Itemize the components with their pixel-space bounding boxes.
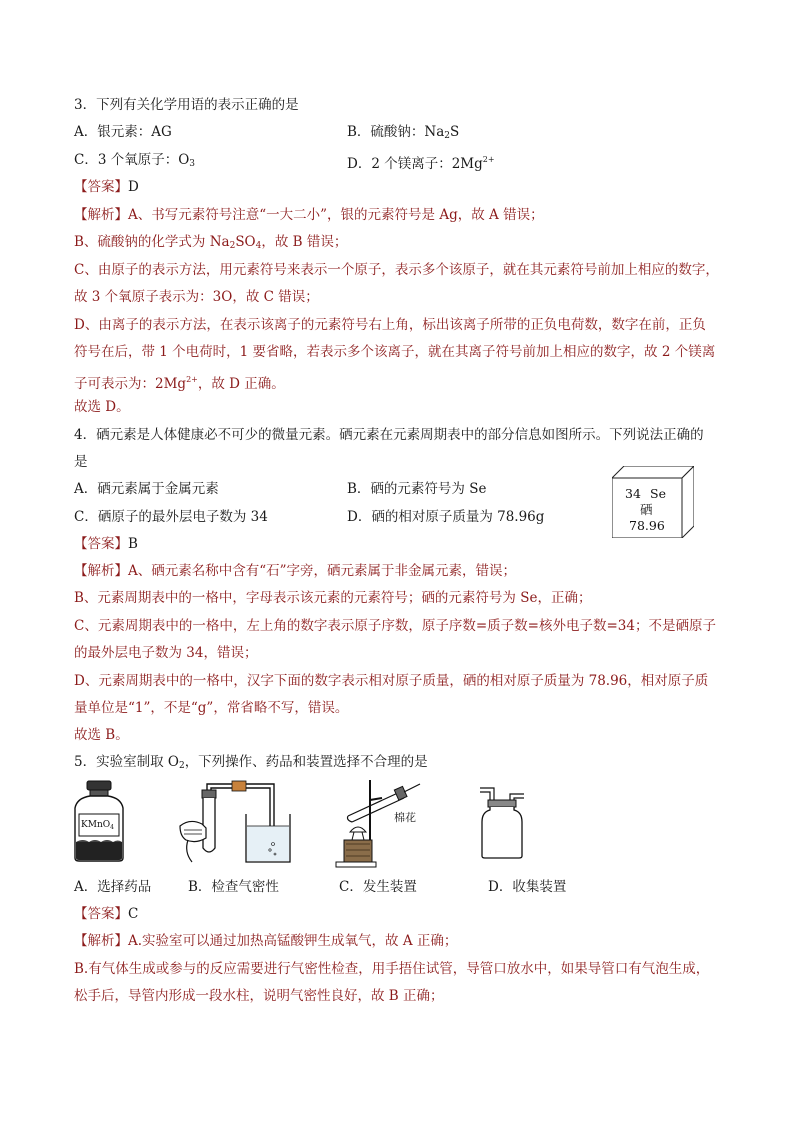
- q5-option-c: C．发生装置: [339, 879, 417, 895]
- q3-analysis-b: B、硫酸钠的化学式为 $Na_2SO_4$，故 B 错误；: [74, 234, 348, 251]
- element-atomic-mass: 78.96: [629, 518, 665, 533]
- element-atomic-number: 34: [625, 486, 641, 501]
- q4-analysis-a: 【解析】A、硒元素名称中含有“石”字旁，硒元素属于非金属元素，错误；: [74, 563, 517, 579]
- generation-apparatus-figure: [334, 776, 428, 868]
- q3-option-d: D．2 个镁离子：$2Mg^{2+}$: [347, 155, 495, 172]
- gas-collection-bottle-icon: [478, 780, 526, 860]
- q3-analysis-c2: 故 3 个氧原子表示为：3O，故 C 错误；: [74, 289, 319, 305]
- q3-conclusion: 故选 D。: [74, 399, 130, 415]
- q3-analysis-d2: 符号在后，带 1 个电荷时，1 要省略，若表示多个该离子，就在其离子符号前加上相应的数字，故 2 个镁离: [74, 344, 716, 360]
- q5-analysis-a: 【解析】A.实验室可以通过加热高锰酸钾生成氧气，故 A 正确；: [74, 933, 458, 949]
- q3-analysis-d3: 子可表示为：$2Mg^{2+}$，故 D 正确。: [74, 375, 285, 392]
- q5-analysis-b1: B.有气体生成或参与的反应需要进行气密性检查，用手捂住试管，导管口放水中，如果导管口有气泡生成，: [74, 961, 710, 977]
- airtightness-apparatus-icon: [176, 778, 292, 866]
- q4-analysis-d1: D、元素周期表中的一格中，汉字下面的数字表示相对原子质量，硒的相对原子质量为 78.96，相对原子质: [74, 673, 709, 689]
- q3-answer: 【答案】D: [74, 179, 139, 195]
- q3-stem: 3．下列有关化学用语的表示正确的是: [74, 97, 299, 113]
- q4-option-a: A．硒元素属于金属元素: [74, 481, 219, 497]
- q4-analysis-c1: C、元素周期表中的一格中，左上角的数字表示原子序数，原子序数=质子数=核外电子数=34；不是硒原子: [74, 618, 716, 634]
- q4-analysis-b: B、元素周期表中的一格中，字母表示该元素的元素符号；硒的元素符号为 Se，正确；: [74, 590, 592, 606]
- bottle-label: KMnO$_4$: [81, 820, 114, 831]
- element-name: 硒: [640, 502, 653, 517]
- q5-analysis-b2: 松手后，导管内形成一段水柱，说明气密性良好，故 B 正确；: [74, 988, 444, 1004]
- element-symbol: Se: [650, 486, 666, 501]
- cotton-label: 棉花: [394, 811, 416, 824]
- selenium-element-cell: [612, 466, 694, 538]
- airtightness-check-figure: [176, 778, 292, 866]
- q5-stem: 5．实验室制取 $O_2$，下列操作、药品和装置选择不合理的是: [74, 754, 428, 771]
- q4-option-d: D．硒的相对原子质量为 78.96g: [347, 509, 545, 525]
- q4-analysis-c2: 的最外层电子数为 34，错误；: [74, 645, 258, 661]
- q3-option-b: B．硫酸钠：$Na_2S$: [347, 124, 460, 141]
- q4-option-c: C．硒原子的最外层电子数为 34: [74, 509, 268, 525]
- q3-analysis-c1: C、由原子的表示方法，用元素符号来表示一个原子，表示多个该原子，就在其元素符号前加上相应的数字，: [74, 262, 719, 278]
- q3-analysis-d1: D、由离子的表示方法，在表示该离子的元素符号右上角，标出该离子所带的正负电荷数，数字在前，正负: [74, 317, 706, 333]
- q3-option-c: C．3 个氧原子：$O_3$: [74, 152, 196, 169]
- q4-stem-line2: 是: [74, 454, 88, 470]
- q5-option-b: B．检查气密性: [188, 879, 279, 895]
- collection-apparatus-figure: [478, 780, 526, 860]
- q4-conclusion: 故选 B。: [74, 727, 129, 743]
- q4-analysis-d2: 量单位是“1”，不是“g”，常省略不写，错误。: [74, 700, 349, 716]
- q3-analysis-a: 【解析】A、书写元素符号注意“一大二小”，银的元素符号是 Ag，故 A 错误；: [74, 207, 544, 223]
- q4-option-b: B．硒的元素符号为 Se: [347, 481, 487, 497]
- q5-answer: 【答案】C: [74, 906, 139, 922]
- q5-option-d: D．收集装置: [488, 879, 567, 895]
- q4-answer: 【答案】B: [74, 536, 138, 552]
- q5-option-a: A．选择药品: [74, 879, 152, 895]
- reagent-bottle-figure: [73, 780, 125, 862]
- q3-option-a: A．银元素：AG: [74, 124, 172, 140]
- q4-stem-line1: 4．硒元素是人体健康必不可少的微量元素。硒元素在元素周期表中的部分信息如图所示。下列说法正确的: [74, 427, 704, 443]
